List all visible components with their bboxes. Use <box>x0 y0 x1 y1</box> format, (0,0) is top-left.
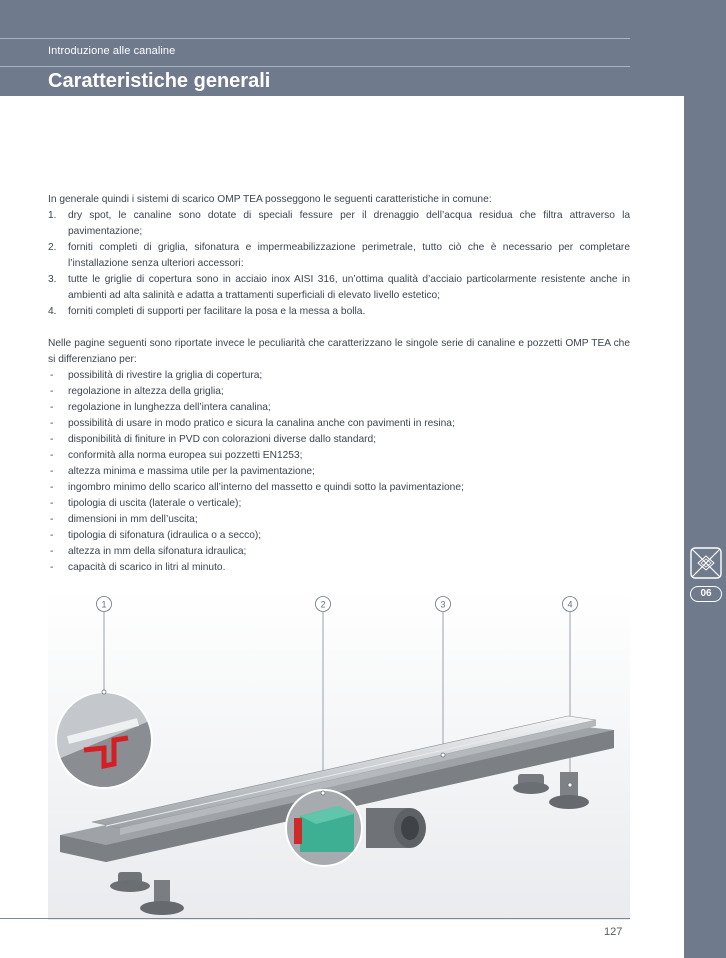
body-text <box>48 192 630 576</box>
list-item: - regolazione in altezza della griglia; <box>48 384 630 400</box>
detail-circle-siphon <box>286 790 362 866</box>
header-rule-top <box>0 38 630 39</box>
callout-4 <box>563 597 578 612</box>
list-item: - tipologia di uscita (laterale o verticale); <box>48 496 630 512</box>
list-item: 4. forniti completi di supporti per facilitare la posa e la messa a bolla. <box>48 306 366 317</box>
outlet-pipe <box>366 808 426 848</box>
callout-3 <box>436 597 451 612</box>
grate-chapter-icon <box>690 547 722 579</box>
list-item: - possibilità di usare in modo pratico e sicura la canalina anche con pavimenti in resina; <box>48 416 630 432</box>
list-item: - ingombro minimo dello scarico all’interno del massetto e quindi sotto la pavimentazione; <box>48 480 630 496</box>
section-subtitle: Introduzione alle canaline <box>48 45 176 57</box>
page-title: Caratteristiche generali <box>48 70 271 92</box>
callout-anchor <box>441 753 445 757</box>
callout-2 <box>316 597 331 612</box>
svg-text:1: 1 <box>101 599 107 610</box>
list-item: - possibilità di rivestire la griglia di copertura; <box>48 368 630 384</box>
footer-rule <box>0 918 630 919</box>
svg-text:2: 2 <box>320 599 326 610</box>
differences-list <box>48 368 630 576</box>
chapter-number-badge: 06 <box>690 586 722 602</box>
page-number: 127 <box>604 926 623 938</box>
list-item: 3. tutte le griglie di copertura sono in acciaio inox AISI 316, un’ottima qualità d’acciaio particolarmente resistente anche in ambienti ad alta salinità e adatta a trattamenti superficiali di elevato livello estetico; <box>48 274 630 301</box>
support-foot <box>513 774 549 794</box>
callout-anchor <box>568 783 572 787</box>
list-item: - altezza in mm della sifonatura idraulica; <box>48 544 630 560</box>
svg-text:4: 4 <box>567 599 573 610</box>
header-rule-bottom <box>0 66 630 67</box>
side-band <box>684 0 726 958</box>
callout-1 <box>97 597 112 612</box>
features-list <box>48 208 630 320</box>
list-item: - tipologia di sifonatura (idraulica o a secco); <box>48 528 630 544</box>
intro-lead: In generale quindi i sistemi di scarico OMP TEA posseggono le seguenti caratteristiche in comune: <box>48 194 492 205</box>
drain-channel-illustration <box>48 590 630 920</box>
list-item: 1. dry spot, le canaline sono dotate di speciali fessure per il drenaggio dell’acqua residua che filtra attraverso la pavimentazione; <box>48 210 630 237</box>
list-item: 2. forniti completi di griglia, sifonatura e impermeabilizzazione perimetrale, tutto ciò che è necessario per completare l’installazione senza ulteriori accessori: <box>48 242 630 269</box>
list-item: - capacità di scarico in litri al minuto. <box>48 560 630 576</box>
list-item: - dimensioni in mm dell’uscita; <box>48 512 630 528</box>
list-item: - disponibilità di finiture in PVD con colorazioni diverse dallo standard; <box>48 432 630 448</box>
details-lead: Nelle pagine seguenti sono riportate invece le peculiarità che caratterizzano le singole serie di canaline e pozzetti OMP TEA che si differenziano per: <box>48 338 630 365</box>
list-item: - conformità alla norma europea sui pozzetti EN1253; <box>48 448 630 464</box>
detail-circle-waterproofing <box>56 690 152 788</box>
svg-text:3: 3 <box>440 599 446 610</box>
list-item: - regolazione in lunghezza dell’intera canalina; <box>48 400 630 416</box>
list-item: - altezza minima e massima utile per la pavimentazione; <box>48 464 630 480</box>
